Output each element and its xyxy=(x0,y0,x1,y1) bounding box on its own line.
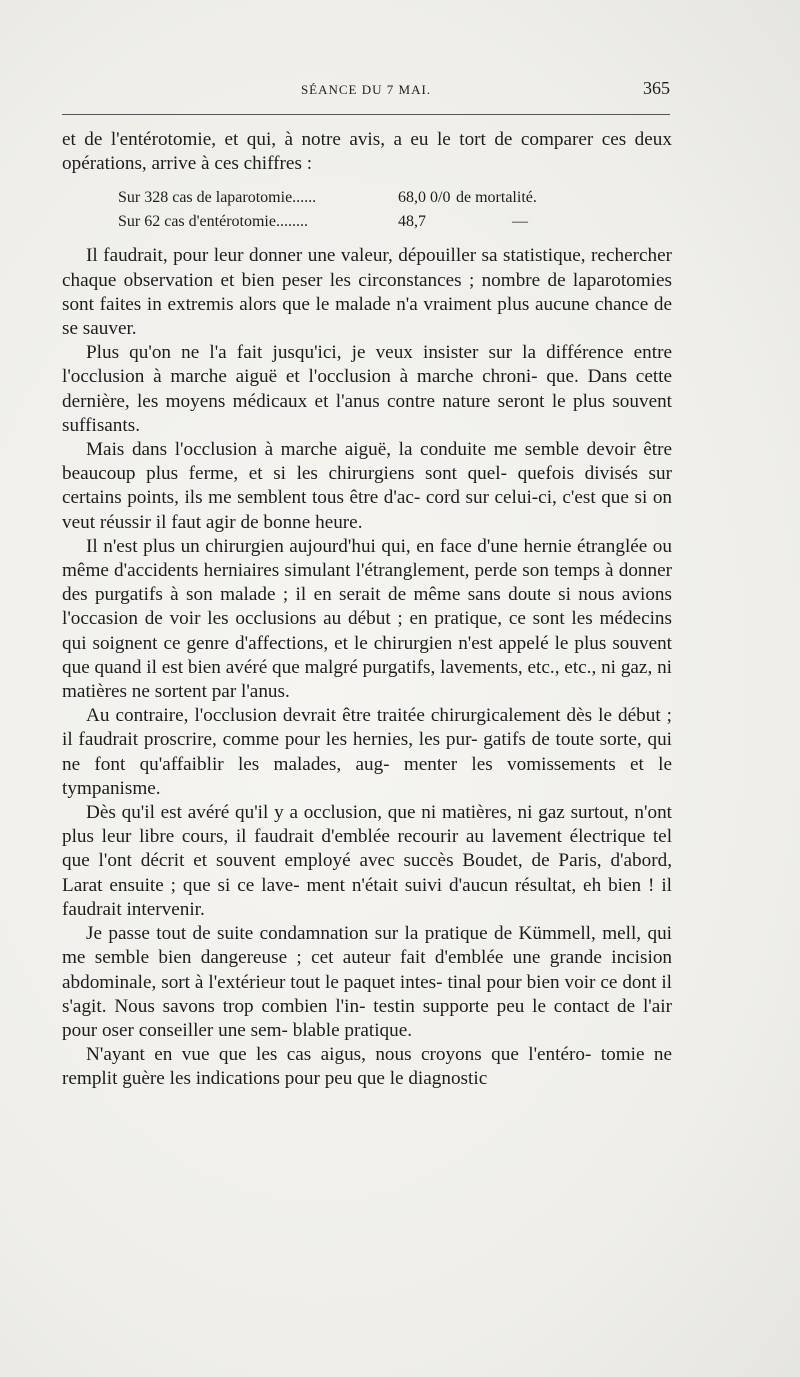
text-line: n'a vraiment plus aucune chance de se sauver. xyxy=(62,293,673,340)
paragraph xyxy=(62,922,672,1043)
text-line: succès Boudet, de Paris, d'abord, Larat ensuite ; que si ce lave- xyxy=(62,850,673,896)
text-line: et de l'entérotomie, et qui, à notre avis, a eu le tort de comparer xyxy=(62,129,594,150)
statistic-row xyxy=(118,186,672,210)
body-text xyxy=(62,128,672,1092)
paragraph xyxy=(62,244,672,341)
paragraph xyxy=(62,1043,672,1091)
paragraph xyxy=(62,438,672,535)
paragraph-list xyxy=(62,244,672,1091)
opening-paragraph xyxy=(62,128,672,176)
text-line: gatifs de toute sorte, qui ne font qu'affaiblir les malades, aug- xyxy=(62,729,672,775)
statistic-label: Sur 328 cas de laparotomie...... xyxy=(118,189,317,207)
text-line: Il faudrait, pour leur donner une valeur, dépouiller sa statistique, xyxy=(86,245,586,267)
text-line: blable pratique. xyxy=(292,1019,413,1041)
text-line: de même sans doute si nous avions l'occasion de voir les occlusions xyxy=(62,584,672,630)
text-line: Mais dans l'occlusion à marche aiguë, la conduite me semble xyxy=(86,439,580,461)
text-line: N'ayant en vue que les cas aigus, nous croyons que l'entéro- xyxy=(86,1044,592,1066)
text-line: au début ; en pratique, ce sont les médecins qui soignent ce genre xyxy=(62,608,672,654)
text-line: dès le début ; il faudrait proscrire, comme pour les hernies, les pur- xyxy=(62,705,673,751)
text-line: ces deux opérations, arrive à ces chiffres : xyxy=(62,129,672,175)
running-title: SÉANCE DU 7 MAI. xyxy=(300,82,432,97)
paragraph xyxy=(62,535,672,704)
text-line: ment n'était suivi d'aucun résultat, eh bien ! il faudrait intervenir. xyxy=(62,874,673,920)
text-line: testin supporte peu le contact de l'air pour oser conseiller une sem- xyxy=(62,995,672,1041)
text-line: lavement électrique tel que l'ont décrit et souvent employé avec xyxy=(62,826,673,872)
text-line: étranglée ou même d'accidents herniaires simulant l'étranglement, xyxy=(62,535,672,582)
text-line: quefois divisés sur certains points, ils me semblent tous être d'ac- xyxy=(62,463,673,509)
text-line: devoir être beaucoup plus ferme, et si les chirurgiens sont quel- xyxy=(62,439,673,485)
paragraph xyxy=(62,801,672,922)
page-header xyxy=(62,78,670,102)
text-line: Au contraire, l'occlusion devrait être traitée chirurgicalement xyxy=(86,705,561,727)
text-line: rechercher chaque observation et bien peser les circonstances ; xyxy=(62,245,672,291)
paragraph xyxy=(62,704,672,801)
statistic-note: de mortalité. xyxy=(456,189,537,207)
statistic-note: — xyxy=(512,213,528,231)
text-line: mell, qui me semble bien dangereuse ; cet auteur fait d'emblée une xyxy=(62,923,673,969)
text-line: tomie ne remplit guère les indications pour peu que le diagnostic xyxy=(62,1044,672,1090)
text-line: d'affections, et le chirurgien n'est appelé le plus souvent que quand xyxy=(62,632,673,678)
header-rule xyxy=(62,114,670,115)
text-line: heure. xyxy=(315,511,363,533)
text-line: perde son temps à donner des purgatifs à son malade ; il en serait xyxy=(62,560,673,606)
text-line: Dès qu'il est avéré qu'il y a occlusion, que ni matières, ni gaz xyxy=(86,802,565,824)
text-line: grande incision abdominale, sort à l'extérieur tout le paquet intes- xyxy=(62,947,673,993)
paragraph xyxy=(62,341,672,438)
statistic-row xyxy=(118,210,672,234)
statistic-label: Sur 62 cas d'entérotomie........ xyxy=(118,213,308,231)
text-line: Il n'est plus un chirurgien aujourd'hui qui, en face d'une hernie xyxy=(86,535,572,557)
text-line: tinal pour bien voir ce dont il s'agit. Nous savons trop combien l'in- xyxy=(62,971,673,1017)
statistic-value: 68,0 0/0 xyxy=(398,189,451,207)
text-line: Plus qu'on ne l'a fait jusqu'ici, je veux insister sur la différence xyxy=(86,342,624,364)
text-line: nombre de laparotomies sont faites in extremis alors que le malade xyxy=(62,269,672,315)
text-line: entre l'occlusion à marche aiguë et l'occlusion à marche chroni- xyxy=(62,342,672,388)
text-line: cord sur celui-ci, c'est que si on veut réussir il faut agir de bonne xyxy=(62,487,673,533)
text-line: menter les vomissements et le tympanisme. xyxy=(62,753,672,799)
text-line: surtout, n'ont plus leur libre cours, il faudrait d'emblée recourir au xyxy=(62,802,673,848)
text-line: ni matières ne sortent par l'anus. xyxy=(62,656,673,703)
statistics-table xyxy=(118,186,672,234)
text-line: il est bien avéré que malgré purgatifs, lavements, etc., etc., ni gaz, xyxy=(146,656,653,678)
text-line: Je passe tout de suite condamnation sur la pratique de Kümmell, xyxy=(86,923,596,945)
statistic-value: 48,7 xyxy=(398,213,426,231)
page-number: 365 xyxy=(643,78,670,98)
text-line: nature seront le plus souvent suffisants. xyxy=(62,390,673,436)
text-line: que. Dans cette dernière, les moyens médicaux et l'anus contre xyxy=(62,366,673,412)
